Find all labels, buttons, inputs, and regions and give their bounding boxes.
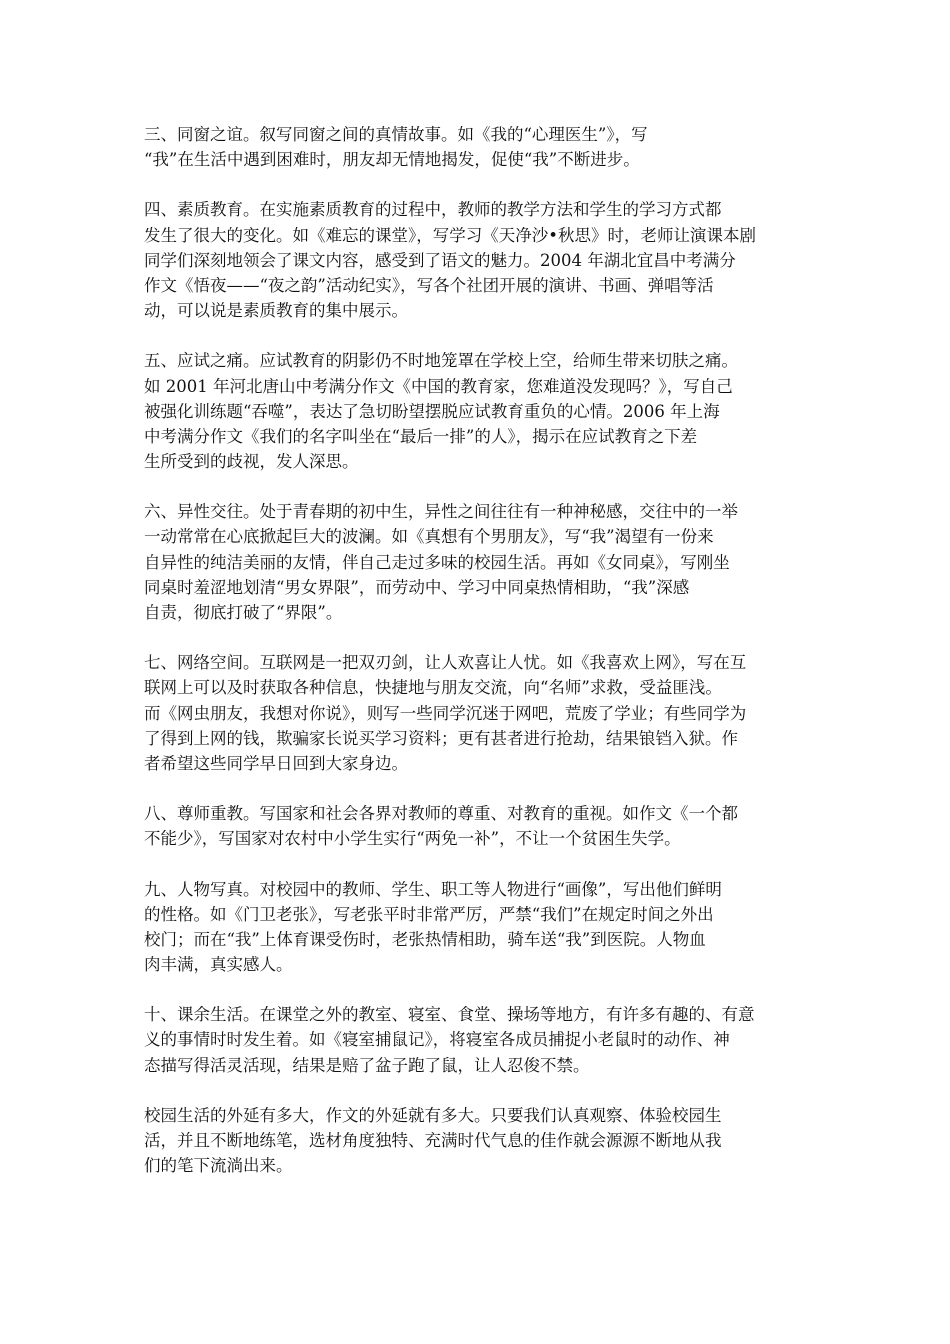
paragraph-internet-space bbox=[144, 650, 816, 776]
text-line: 自异性的纯洁美丽的友情，伴自己走过多味的校园生活。再如《女同桌》，写刚坐 bbox=[144, 552, 730, 572]
text-line: 如 2001 年河北唐山中考满分作文《中国的教育家，您难道没发现吗？》，写自己 bbox=[144, 376, 733, 396]
text-line: 态描写得活灵活现，结果是赔了盆子跑了鼠，让人忍俊不禁。 bbox=[144, 1055, 590, 1075]
text-line: 动，可以说是素质教育的集中展示。 bbox=[144, 301, 408, 321]
text-line: 同学们深刻地领会了课文内容，感受到了语文的魅力。2004 年湖北宜昌中考满分 bbox=[144, 250, 736, 270]
text-line: 联网上可以及时获取各种信息，快捷地与朋友交流，向“名师”求救，受益匪浅。 bbox=[144, 678, 722, 698]
paragraph-quality-education bbox=[144, 197, 816, 323]
text-line: 被强化训练题“吞噬”，表达了急切盼望摆脱应试教育重负的心情。2006 年上海 bbox=[144, 401, 720, 421]
text-line: 校门；而在“我”上体育课受伤时，老张热情相助，骑车送“我”到医院。人物血 bbox=[144, 929, 706, 949]
paragraph-character-portraits bbox=[144, 877, 816, 978]
text-line: “我”在生活中遇到困难时，朋友却无情地揭发，促使“我”不断进步。 bbox=[144, 150, 640, 170]
text-line: 十、课余生活。在课堂之外的教室、寝室、食堂、操场等地方，有许多有趣的、有意 bbox=[144, 1005, 755, 1025]
text-line: 六、异性交往。处于青春期的初中生，异性之间往往有一种神秘感，交往中的一举 bbox=[144, 502, 738, 522]
text-line: 了得到上网的钱，欺骗家长说买学习资料；更有甚者进行抢劫，结果锒铛入狱。作 bbox=[144, 728, 738, 748]
paragraph-after-class-life bbox=[144, 1002, 816, 1078]
text-line: 一动常常在心底掀起巨大的波澜。如《真想有个男朋友》，写“我”渴望有一份来 bbox=[144, 527, 714, 547]
text-line: 不能少》，写国家对农村中小学生实行“两免一补”，不让一个贫困生失学。 bbox=[144, 829, 681, 849]
text-line: 义的事情时时发生着。如《寝室捕鼠记》，将寝室各成员捕捉小老鼠时的动作、神 bbox=[144, 1030, 730, 1050]
text-line: 中考满分作文《我们的名字叫坐在“最后一排”的人》，揭示在应试教育之下差 bbox=[144, 426, 698, 446]
text-line: 作文《悟夜——“夜之韵”活动纪实》，写各个社团开展的演讲、书画、弹唱等活 bbox=[144, 275, 714, 295]
paragraph-conclusion bbox=[144, 1103, 816, 1179]
paragraph-opposite-sex bbox=[144, 499, 816, 625]
document-body bbox=[144, 122, 816, 1203]
text-line: 四、素质教育。在实施素质教育的过程中，教师的教学方法和学生的学习方式都 bbox=[144, 200, 722, 220]
text-line: 们的笔下流淌出来。 bbox=[144, 1156, 293, 1176]
text-line: 者希望这些同学早日回到大家身边。 bbox=[144, 753, 408, 773]
paragraph-exam-pain bbox=[144, 348, 816, 474]
text-line: 同桌时羞涩地划清“男女界限”，而劳动中、学习中同桌热情相助，“我”深感 bbox=[144, 577, 690, 597]
text-line: 五、应试之痛。应试教育的阴影仍不时地笼罩在学校上空，给师生带来切肤之痛。 bbox=[144, 351, 738, 371]
text-line: 自责，彻底打破了“界限”。 bbox=[144, 603, 343, 622]
text-line: 发生了很大的变化。如《难忘的课堂》，写学习《天净沙•秋思》时，老师让演课本剧 bbox=[144, 225, 756, 245]
text-line: 七、网络空间。互联网是一把双刃剑，让人欢喜让人忧。如《我喜欢上网》，写在互 bbox=[144, 653, 747, 673]
text-line: 九、人物写真。对校园中的教师、学生、职工等人物进行“画像”，写出他们鲜明 bbox=[144, 879, 722, 899]
text-line: 校园生活的外延有多大，作文的外延就有多大。只要我们认真观察、体验校园生 bbox=[144, 1105, 722, 1125]
text-line: 三、同窗之谊。叙写同窗之间的真情故事。如《我的“心理医生”》，写 bbox=[144, 125, 648, 144]
text-line: 生所受到的歧视，发人深思。 bbox=[144, 452, 359, 472]
text-line: 活，并且不断地练笔，选材角度独特、充满时代气息的佳作就会源源不断地从我 bbox=[144, 1131, 722, 1150]
text-line: 八、尊师重教。写国家和社会各界对教师的尊重、对教育的重视。如作文《一个都 bbox=[144, 804, 738, 824]
text-line: 而《网虫朋友，我想对你说》，则写一些同学沉迷于网吧，荒废了学业；有些同学为 bbox=[144, 703, 747, 723]
text-line: 的性格。如《门卫老张》，写老张平时非常严厉，严禁“我们”在规定时间之外出 bbox=[144, 904, 714, 924]
text-line: 肉丰满，真实感人。 bbox=[144, 955, 293, 975]
paragraph-respect-teachers bbox=[144, 801, 816, 851]
paragraph-classmate-friendship bbox=[144, 122, 816, 172]
